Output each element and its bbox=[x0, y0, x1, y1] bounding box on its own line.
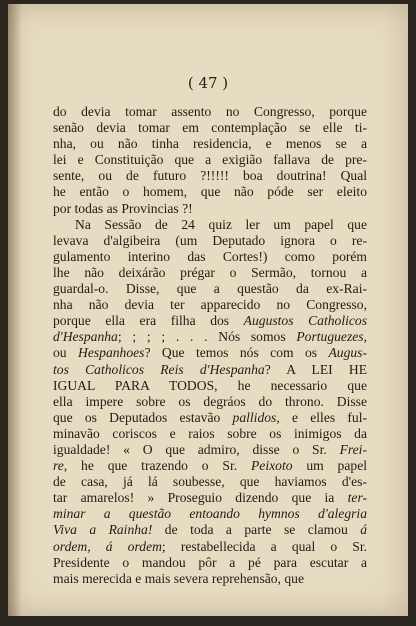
text-run: minavão coriscos e raios sobre os inimigos da bbox=[53, 425, 367, 441]
text-line bbox=[53, 362, 367, 378]
text-run: ? A LEI HE bbox=[264, 361, 367, 377]
text-run: do devia tomar assento no Congresso, porque bbox=[53, 104, 367, 119]
text-line bbox=[53, 281, 367, 297]
text-run: he então o homem, que não póde ser eleito bbox=[53, 184, 367, 200]
text-run: , bbox=[363, 329, 367, 345]
text-run: Presidente o mandou pôr a pé para escutar a bbox=[53, 554, 367, 570]
text-line bbox=[53, 120, 367, 136]
text-line bbox=[53, 442, 367, 458]
text-line bbox=[53, 201, 367, 217]
text-run: que os Deputados estavão bbox=[53, 409, 233, 425]
text-run: Na Sessão de 24 quiz ler um papel que bbox=[75, 216, 367, 232]
text-line bbox=[53, 426, 367, 442]
book-page bbox=[8, 4, 408, 616]
italic-run: Portuguezes bbox=[296, 329, 364, 345]
text-line bbox=[53, 490, 367, 506]
italic-run: re bbox=[53, 458, 64, 474]
text-run: , e elles ful- bbox=[276, 409, 367, 425]
text-run: nha não devia ter apparecido no Congresso, bbox=[53, 297, 367, 313]
text-run: IGUAL PARA TODOS, he necessario que bbox=[53, 377, 367, 393]
text-line bbox=[53, 104, 367, 120]
text-run: igualdade! « O que admiro, disse o Sr. bbox=[53, 441, 340, 457]
text-line bbox=[53, 329, 367, 345]
text-run: levava d'algibeira (um Deputado ignora o re- bbox=[53, 232, 367, 248]
text-line bbox=[53, 410, 367, 426]
italic-run: Peixoto bbox=[251, 458, 293, 474]
text-line bbox=[53, 265, 367, 281]
italic-run: Viva a Rainha! bbox=[53, 522, 153, 538]
text-run: lhe não deixárão prégar o Sermão, tornou a bbox=[53, 264, 367, 280]
text-line bbox=[53, 394, 367, 410]
text-run: senão devia tomar em contemplação se elle ti- bbox=[53, 120, 367, 136]
text-line bbox=[53, 233, 367, 249]
text-line bbox=[53, 168, 367, 184]
text-line bbox=[53, 378, 367, 394]
text-line bbox=[53, 217, 367, 233]
text-run: ou bbox=[53, 345, 79, 361]
italic-run: á ordem bbox=[105, 538, 162, 554]
italic-run: tos Catholicos Reis d'Hespanha bbox=[53, 361, 265, 377]
italic-run: Frei- bbox=[339, 441, 367, 457]
text-run: tar amarelos! » Proseguio dizendo que ia bbox=[53, 490, 348, 506]
italic-run: minar a questão entoando hymnos d'alegria bbox=[53, 506, 367, 522]
text-run: ? Que temos nós com os bbox=[144, 345, 329, 361]
text-run: lei e Constituição que a exigião fallava de pre- bbox=[53, 152, 367, 168]
page-number: ( 47 ) bbox=[187, 74, 229, 92]
text-run: ; restabellecida a qual o Sr. bbox=[161, 538, 367, 554]
italic-run: Augus- bbox=[328, 345, 367, 361]
text-line bbox=[53, 184, 367, 200]
text-line bbox=[53, 313, 367, 329]
text-line bbox=[53, 555, 367, 571]
italic-run: ter- bbox=[347, 490, 367, 506]
text-run: sente, ou de futuro ?!!!!! boa doutrina! Qual bbox=[53, 168, 367, 184]
text-line bbox=[53, 571, 367, 587]
text-run: porque ella era filha dos bbox=[53, 313, 244, 329]
text-run: de toda a parte se clamou bbox=[152, 522, 361, 538]
text-run: ella impere sobre os degráos do throno. Disse bbox=[53, 393, 367, 409]
text-run: nha, ou não tinha residencia, e menos se a bbox=[53, 136, 367, 152]
text-run: mais merecida e mais severa reprehensão, que bbox=[53, 570, 304, 586]
text-line bbox=[53, 506, 367, 522]
text-run: , he que trazendo o Sr. bbox=[63, 458, 251, 474]
italic-run: pallidos bbox=[232, 409, 277, 425]
text-run: guardal-o. Disse, que a questão da ex-Rai- bbox=[53, 281, 367, 297]
text-line bbox=[53, 152, 367, 168]
text-run: por todas as Provincias ?! bbox=[53, 200, 193, 216]
italic-run: Augustos Catholicos bbox=[243, 313, 368, 329]
text-line bbox=[53, 539, 367, 555]
text-run: ; ; ; ; . . . Nós somos bbox=[117, 329, 297, 345]
text-line bbox=[53, 297, 367, 313]
text-run: de casa, já lá soubesse, que haviamos d'es- bbox=[53, 474, 367, 490]
text-line bbox=[53, 345, 367, 361]
italic-run: d'Hespanha bbox=[53, 329, 118, 345]
italic-run: á bbox=[360, 522, 367, 538]
text-line bbox=[53, 522, 367, 538]
text-line bbox=[53, 458, 367, 474]
italic-run: Hespanhoes bbox=[78, 345, 145, 361]
text-line bbox=[53, 136, 367, 152]
italic-run: ordem bbox=[53, 538, 88, 554]
text-run: um papel bbox=[292, 458, 367, 474]
text-line bbox=[53, 249, 367, 265]
page-binding-shadow bbox=[8, 4, 22, 616]
text-line bbox=[53, 474, 367, 490]
text-run: , bbox=[87, 538, 106, 554]
body-text bbox=[53, 104, 367, 587]
text-run: gulamento interino das Cortes!) como porém bbox=[53, 248, 367, 264]
